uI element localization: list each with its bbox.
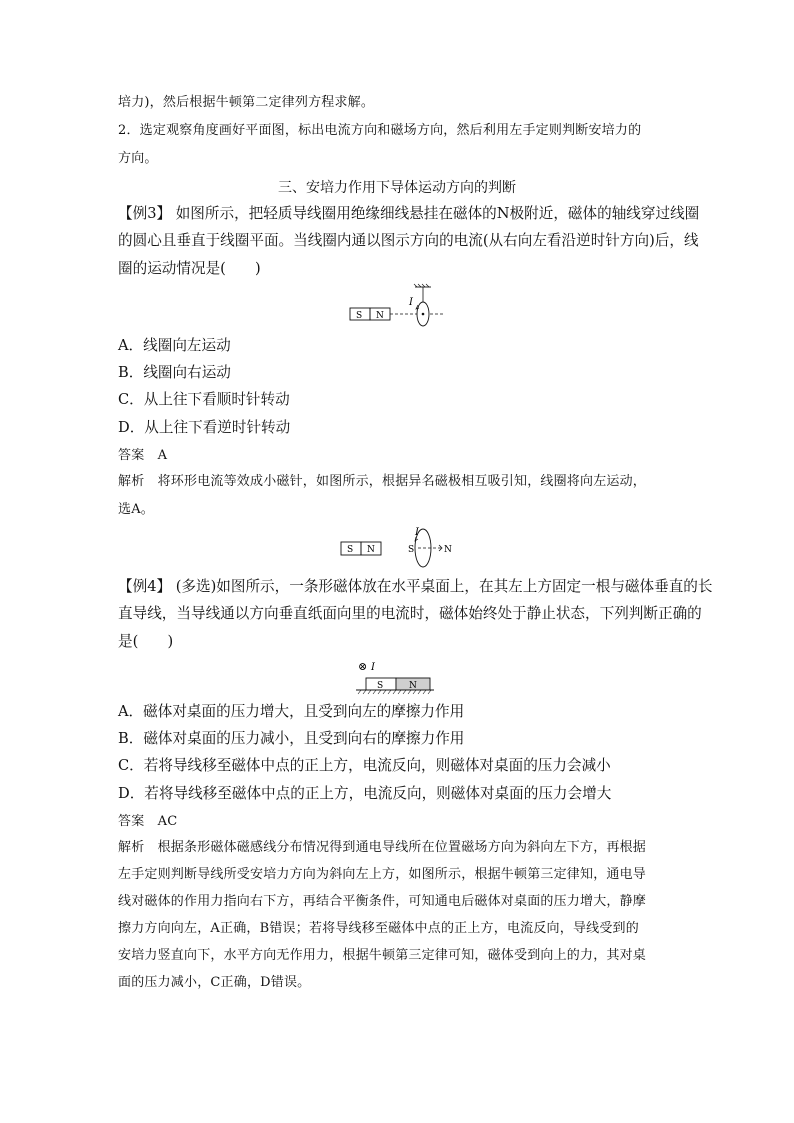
coil-center xyxy=(422,313,425,316)
magnet-n-label: N xyxy=(376,311,384,321)
example4-analysis-line-2: 左手定则判断导线所受安培力方向为斜向左上方，如图所示，根据牛顿第三定律知，通电导 xyxy=(118,867,647,882)
bar-magnet-n-label: N xyxy=(409,681,417,691)
current-into-page-symbol: ⊗ xyxy=(358,660,368,673)
example3-option-d: D．从上往下看逆时针转动 xyxy=(118,419,291,436)
wire-current-label: I xyxy=(371,662,375,673)
example4-stem-line-1: 【例4】 (多选)如图所示，一条形磁体放在水平桌面上，在其左上方固定一根与磁体垂直的长 xyxy=(118,578,713,595)
table-hatch xyxy=(358,690,431,694)
example4-analysis-line-4: 擦力方向向左，A正确，B错误；若将导线移至磁体中点的正上方，电流反向，导线受到的 xyxy=(118,921,639,936)
example3-answer: 答案 A xyxy=(118,448,168,463)
example4-analysis-line-1: 解析 根据条形磁体磁感线分布情况得到通电导线所在位置磁场方向为斜向左下方，再根据 xyxy=(118,840,647,855)
example4-analysis-line-5: 安培力竖直向下，水平方向无作用力，根据牛顿第三定律可知，磁体受到向上的力，其对桌 xyxy=(118,948,647,963)
bar-magnet-s-label: S xyxy=(377,681,384,691)
intro-line-2: 2．选定观察角度画好平面图，标出电流方向和磁场方向，然后利用左手定则判断安培力的 xyxy=(118,123,642,138)
example4-answer: 答案 AC xyxy=(118,814,178,829)
example3-figure xyxy=(345,283,449,329)
example4-figure xyxy=(352,656,436,696)
coil-n-label: N xyxy=(444,545,452,555)
example3-analysis-line-1: 解析 将环形电流等效成小磁针，如图所示，根据异名磁极相互吸引知，线圈将向左运动， xyxy=(118,474,647,489)
example3-option-c: C．从上往下看顺时针转动 xyxy=(118,391,290,408)
example3-stem-line-1: 【例3】 如图所示，把轻质导线圈用绝缘细线悬挂在磁体的N极附近，磁体的轴线穿过线圈 xyxy=(118,205,700,222)
magnet2-n-label: N xyxy=(367,545,375,555)
example3-stem-line-2: 的圆心且垂直于线圈平面。当线圈内通以图示方向的电流(从右向左看沿逆时针方向)后，线 xyxy=(118,232,699,249)
current2-label: I xyxy=(415,527,419,538)
example4-analysis-line-6: 面的压力减小，C正确，D错误。 xyxy=(118,975,311,990)
magnet-s-label: S xyxy=(356,311,363,321)
current-label: I xyxy=(409,297,413,308)
section-heading: 三、安培力作用下导体运动方向的判断 xyxy=(278,180,516,196)
coil-s-label: S xyxy=(408,545,415,555)
example3-stem-line-3: 圈的运动情况是( ) xyxy=(118,260,261,277)
intro-line-1: 培力)，然后根据牛顿第二定律列方程求解。 xyxy=(118,95,375,110)
example3-analysis-figure xyxy=(338,524,468,570)
example3-analysis-line-2: 选A。 xyxy=(118,502,154,517)
magnet2-s-label: S xyxy=(347,545,354,555)
example4-option-d: D．若将导线移至磁体中点的正上方，电流反向，则磁体对桌面的压力会增大 xyxy=(118,785,612,802)
example4-stem-line-3: 是( ) xyxy=(118,633,174,650)
example3-option-b: B．线圈向右运动 xyxy=(118,364,231,381)
example4-stem-line-2: 直导线，当导线通以方向垂直纸面向里的电流时，磁体始终处于静止状态，下列判断正确的 xyxy=(118,605,702,622)
example3-option-a: A．线圈向左运动 xyxy=(118,337,231,354)
example4-option-b: B．磁体对桌面的压力减小，且受到向右的摩擦力作用 xyxy=(118,730,465,747)
example4-option-c: C．若将导线移至磁体中点的正上方，电流反向，则磁体对桌面的压力会减小 xyxy=(118,757,611,774)
ceiling-hatch xyxy=(414,284,429,287)
intro-line-3: 方向。 xyxy=(118,151,158,166)
example4-option-a: A．磁体对桌面的压力增大，且受到向左的摩擦力作用 xyxy=(118,703,465,720)
example4-analysis-line-3: 线对磁体的作用力指向右下方，再结合平衡条件，可知通电后磁体对桌面的压力增大，静摩 xyxy=(118,894,647,909)
